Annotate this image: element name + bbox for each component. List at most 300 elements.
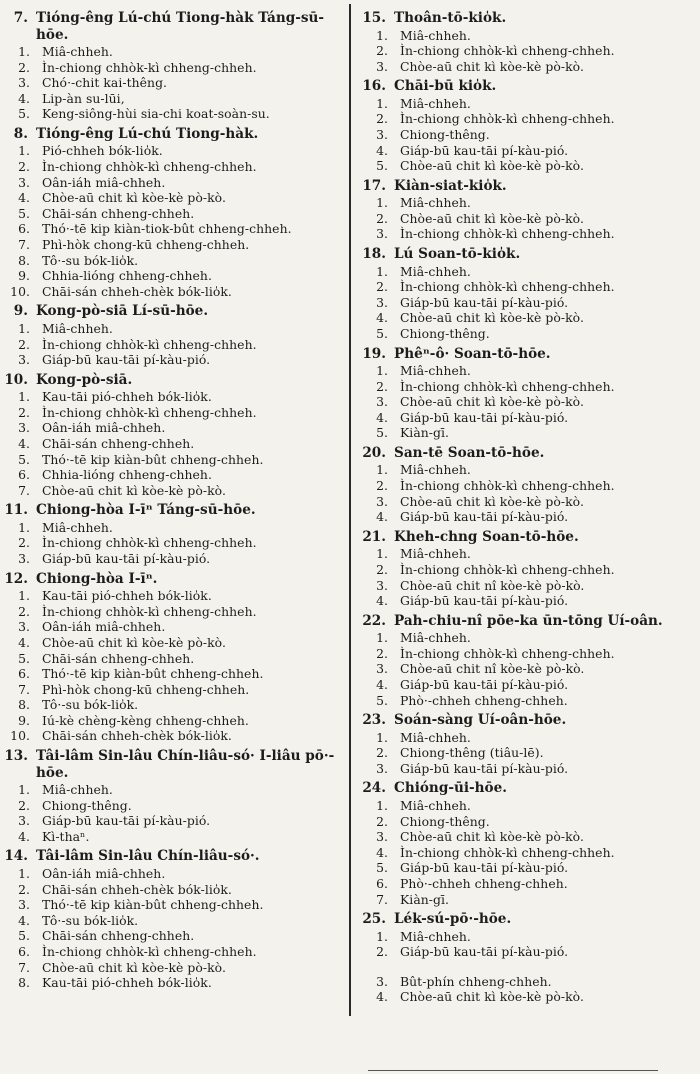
list-item <box>4 604 344 620</box>
section-13 <box>4 748 344 844</box>
item-text: Tô·-su bók-lio̍k. <box>42 252 139 268</box>
section-15 <box>362 10 696 74</box>
list-item <box>4 928 344 944</box>
item-text: Miâ-chheh. <box>400 546 471 562</box>
item-number: 3. <box>376 394 388 410</box>
list-item <box>4 682 344 698</box>
item-text: Chiong-thêng. <box>400 325 490 341</box>
item-number: 5. <box>376 860 388 876</box>
item-number: 7. <box>18 959 30 975</box>
item-text: Giáp-bū kau-tāi pí-kàu-pió. <box>400 944 569 960</box>
item-number: 2. <box>18 59 30 75</box>
item-text: Kau-tāi pió-chheh bók-lio̍k. <box>42 975 212 991</box>
section-item-list <box>4 866 344 991</box>
section-number: 18. <box>362 246 386 263</box>
section-11 <box>4 502 344 566</box>
list-item <box>362 829 696 845</box>
list-item <box>4 728 344 744</box>
section-heading-text: Soán-sàng Uí-oân-hōe. <box>394 712 567 729</box>
section-heading-text: San-tē Soan-tō-hōe. <box>394 444 545 461</box>
section-item-list <box>362 546 696 608</box>
section-item-list <box>362 462 696 524</box>
section-heading-text: Tâi-lâm Sin-lâu Chín-liâu-só·. <box>36 848 260 865</box>
item-text: Chòe-aū chit kì kòe-kè pò-kò. <box>400 210 584 226</box>
item-number: 3. <box>376 661 388 677</box>
section-20 <box>362 445 696 525</box>
item-text: Chòe-aū chit kì kòe-kè pò-kò. <box>42 634 226 650</box>
item-number: 2. <box>18 603 30 619</box>
section-18 <box>362 246 696 341</box>
section-heading-text: Kheh-chng Soan-tō-hōe. <box>394 528 579 545</box>
section-heading-text: Phêⁿ-ô· Soan-tō-hōe. <box>394 345 551 362</box>
item-number: 5. <box>18 106 30 122</box>
item-number: 7. <box>18 237 30 253</box>
section-title <box>362 10 696 27</box>
item-number: 3. <box>376 126 388 142</box>
section-item-list <box>362 363 696 441</box>
section-item-list <box>4 782 344 844</box>
item-text: Chāi-sán chheng-chheh. <box>42 650 195 666</box>
section-heading-text: Tióng-êng Lú-chú Tiong-hàk. <box>36 125 259 142</box>
list-item <box>4 483 344 499</box>
section-heading-text: Pah-chiu-nî pōe-ka ūn-tōng Uí-oân. <box>394 612 663 629</box>
item-number: 10. <box>10 283 30 299</box>
list-item <box>362 661 696 677</box>
item-number: 3. <box>18 352 30 368</box>
item-number: 3. <box>376 294 388 310</box>
item-number: 1. <box>376 729 388 745</box>
list-item <box>362 28 696 44</box>
section-8 <box>4 126 344 299</box>
section-number: 11. <box>4 502 28 519</box>
section-title <box>362 529 696 546</box>
section-24 <box>362 780 696 907</box>
section-title <box>4 502 344 519</box>
list-item <box>4 666 344 682</box>
section-heading-text: Kiàn-siat-kio̍k. <box>394 177 507 194</box>
item-text: Miâ-chheh. <box>400 27 471 43</box>
list-item <box>4 436 344 452</box>
item-text: Oân-iáh miâ-chheh. <box>42 420 166 436</box>
section-title <box>4 126 344 143</box>
item-text: Keng-siông-hùi sia-chi koat-soàn-su. <box>42 106 270 122</box>
item-text: Thó·-tē kip kiàn-bût chheng-chheh. <box>42 897 264 913</box>
item-text: Ìn-chiong chhòk-kì chheng-chheh. <box>400 279 615 295</box>
item-text: Ìn-chiong chhòk-kì chheng-chheh. <box>42 59 257 75</box>
item-text: Chiong-thêng. <box>42 797 132 813</box>
list-item <box>362 96 696 112</box>
list-item <box>362 761 696 777</box>
list-item <box>4 520 344 536</box>
item-text: Chòe-aū chit kì kòe-kè pò-kò. <box>42 959 226 975</box>
item-number: 8. <box>18 697 30 713</box>
section-12 <box>4 571 344 744</box>
section-10 <box>4 372 344 499</box>
item-text: Miâ-chheh. <box>400 195 471 211</box>
item-text: Chòe-aū chit kì kòe-kè pò-kò. <box>400 829 584 845</box>
list-item <box>4 352 344 368</box>
list-item <box>4 467 344 483</box>
section-title <box>362 911 696 928</box>
list-item <box>362 677 696 693</box>
item-text: Thó·-tē kip kiàn-bût chheng-chheh. <box>42 666 264 682</box>
item-text: Ìn-chiong chhòk-kì chheng-chheh. <box>400 561 615 577</box>
section-heading-text: Chāi-bū kio̍k. <box>394 78 497 95</box>
section-heading-text: Chióng-ūi-hōe. <box>394 780 507 797</box>
list-item <box>4 829 344 845</box>
list-item <box>362 578 696 594</box>
item-number: 2. <box>376 279 388 295</box>
list-item <box>362 646 696 662</box>
list-item <box>362 562 696 578</box>
item-number: 6. <box>18 943 30 959</box>
section-17 <box>362 178 696 242</box>
list-item <box>4 619 344 635</box>
item-text: Chiong-thêng. <box>400 813 490 829</box>
left-column <box>4 6 344 991</box>
list-item <box>362 974 696 990</box>
item-number: 4. <box>376 989 388 1005</box>
item-number: 1. <box>376 27 388 43</box>
list-item <box>362 43 696 59</box>
section-number: 9. <box>13 303 28 320</box>
item-number: 5. <box>376 692 388 708</box>
list-item <box>4 588 344 604</box>
item-text: Kau-tāi pió-chheh bók-lio̍k. <box>42 588 212 604</box>
section-number: 12. <box>4 570 28 587</box>
item-number: 1. <box>18 519 30 535</box>
list-item <box>362 158 696 174</box>
section-heading-text: Thoân-tō-kio̍k. <box>394 10 507 26</box>
item-text: Chòe-aū chit kì kòe-kè pò-kò. <box>400 58 584 74</box>
item-number: 3. <box>376 226 388 242</box>
section-number: 17. <box>362 177 386 194</box>
bottom-rule <box>368 1070 658 1071</box>
section-item-list <box>362 264 696 342</box>
item-text: Pió-chheh bók-lio̍k. <box>42 143 163 159</box>
item-number: 4. <box>376 509 388 525</box>
item-text: Giáp-bū kau-tāi pí-kàu-pió. <box>400 409 569 425</box>
list-item <box>362 509 696 525</box>
list-item <box>4 782 344 798</box>
item-number: 8. <box>18 252 30 268</box>
list-item <box>362 593 696 609</box>
item-number: 4. <box>376 844 388 860</box>
list-item <box>4 897 344 913</box>
section-number: 21. <box>362 528 386 545</box>
item-text: Ìn-chiong chhòk-kì chheng-chheh. <box>400 43 615 59</box>
list-item <box>362 127 696 143</box>
item-text: Miâ-chheh. <box>400 263 471 279</box>
item-text: Chòe-aū chit kì kòe-kè pò-kò. <box>400 310 584 326</box>
item-number: 2. <box>376 210 388 226</box>
list-item <box>4 420 344 436</box>
item-number: 3. <box>376 829 388 845</box>
list-item <box>4 975 344 991</box>
list-item <box>4 405 344 421</box>
list-item <box>4 452 344 468</box>
section-heading-text: Lék-sú-pō·-hōe. <box>394 911 512 928</box>
item-number: 6. <box>18 467 30 483</box>
section-title <box>362 246 696 263</box>
section-heading-text: Chiong-hòa I-īⁿ. <box>36 570 158 587</box>
item-text: Miâ-chheh. <box>400 630 471 646</box>
list-item <box>4 321 344 337</box>
section-number: 13. <box>4 748 28 765</box>
item-number: 3. <box>18 420 30 436</box>
section-heading-text: Kong-pò-siā. <box>36 371 133 388</box>
item-text: Ìn-chiong chhòk-kì chheng-chheh. <box>400 111 615 127</box>
item-text: Miâ-chheh. <box>400 797 471 813</box>
item-text: Chòe-aū chit kì kòe-kè pò-kò. <box>400 989 584 1005</box>
item-number: 3. <box>376 577 388 593</box>
item-number: 1. <box>376 95 388 111</box>
list-item <box>362 944 696 960</box>
item-number: 3. <box>376 973 388 989</box>
item-text: Ìn-chiong chhòk-kì chheng-chheh. <box>42 535 257 551</box>
item-number: 6. <box>18 666 30 682</box>
section-heading-text: Lú Soan-tō-kio̍k. <box>394 246 521 263</box>
section-title <box>362 712 696 729</box>
list-item <box>362 310 696 326</box>
item-number: 1. <box>18 782 30 798</box>
item-number: 1. <box>18 865 30 881</box>
section-item-list <box>362 730 696 777</box>
item-number: 2. <box>376 944 388 960</box>
section-item-list <box>362 96 696 174</box>
list-item <box>4 913 344 929</box>
item-number: 4. <box>18 634 30 650</box>
item-text: Chó·-chit kai-thêng. <box>42 75 168 91</box>
section-22 <box>362 613 696 708</box>
section-14 <box>4 848 344 990</box>
section-item-list <box>4 389 344 498</box>
list-item <box>362 279 696 295</box>
item-number: 5. <box>18 451 30 467</box>
item-number: 5. <box>18 928 30 944</box>
section-25 <box>362 911 696 1005</box>
section-title <box>362 346 696 363</box>
column-divider <box>349 4 351 1016</box>
item-number: 3. <box>18 551 30 567</box>
list-item <box>362 59 696 75</box>
item-text: Phì-hòk chong-kū chheng-chheh. <box>42 237 250 253</box>
list-item <box>362 546 696 562</box>
item-number: 1. <box>18 588 30 604</box>
item-text: Oân-iáh miâ-chheh. <box>42 174 166 190</box>
item-text: Giáp-bū kau-tāi pí-kàu-pió. <box>400 509 569 525</box>
item-text: Giáp-bū kau-tāi pí-kàu-pió. <box>400 294 569 310</box>
section-number: 7. <box>13 10 28 26</box>
section-9 <box>4 303 344 367</box>
item-number: 1. <box>376 546 388 562</box>
item-text: Kau-tāi pió-chheh bók-lio̍k. <box>42 389 212 405</box>
section-title <box>362 613 696 630</box>
item-number: 2. <box>376 378 388 394</box>
section-item-list <box>362 630 696 708</box>
section-title <box>4 10 344 43</box>
item-text: Ìn-chiong chhòk-kì chheng-chheh. <box>400 844 615 860</box>
list-item <box>362 814 696 830</box>
list-item <box>362 730 696 746</box>
item-text: Giáp-bū kau-tāi pí-kàu-pió. <box>400 142 569 158</box>
right-column <box>362 6 696 1005</box>
item-number: 1. <box>376 462 388 478</box>
list-item <box>4 866 344 882</box>
section-title <box>362 445 696 462</box>
item-number: 2. <box>376 745 388 761</box>
list-item <box>4 91 344 107</box>
list-item <box>4 882 344 898</box>
item-text: Kiàn-gī. <box>400 891 450 907</box>
list-item <box>4 713 344 729</box>
item-number: 6. <box>376 875 388 891</box>
list-item <box>4 813 344 829</box>
section-23 <box>362 712 696 776</box>
item-text: Chòe-aū chit nî kòe-kè pò-kò. <box>400 661 585 677</box>
section-number: 10. <box>4 371 28 388</box>
item-number: 1. <box>376 797 388 813</box>
item-text: Chāi-sán chheh-chèk bók-lio̍k. <box>42 283 232 299</box>
item-text: Miâ-chheh. <box>400 462 471 478</box>
section-heading-text: Tâi-lâm Sin-lâu Chín-liâu-só· I-liâu pō·-hōe. <box>36 748 335 781</box>
section-number: 19. <box>362 345 386 362</box>
section-number: 20. <box>362 444 386 461</box>
item-number: 5. <box>376 425 388 441</box>
item-text: Chiong-thêng (tiâu-lē). <box>400 745 544 761</box>
item-text: Chāi-sán chheh-chèk bók-lio̍k. <box>42 728 232 744</box>
item-text: Giáp-bū kau-tāi pí-kàu-pió. <box>42 352 211 368</box>
item-text: Miâ-chheh. <box>42 782 113 798</box>
item-text: Miâ-chheh. <box>400 928 471 944</box>
item-text: Chòe-aū chit kì kòe-kè pò-kò. <box>42 190 226 206</box>
item-text: Miâ-chheh. <box>42 519 113 535</box>
item-text: Ìn-chiong chhòk-kì chheng-chheh. <box>400 645 615 661</box>
section-number: 25. <box>362 911 386 928</box>
item-number: 1. <box>376 195 388 211</box>
item-number: 4. <box>18 912 30 928</box>
section-title <box>4 372 344 389</box>
item-text: Ìn-chiong chhòk-kì chheng-chheh. <box>42 404 257 420</box>
item-text: Phò·-chheh chheng-chheh. <box>400 692 568 708</box>
section-7 <box>4 10 344 122</box>
item-text: Thó·-tē kip kiàn-tiok-bût chheng-chheh. <box>42 221 292 237</box>
item-number: 2. <box>18 535 30 551</box>
item-number: 4. <box>18 435 30 451</box>
item-number: 9. <box>18 712 30 728</box>
item-text: Giáp-bū kau-tāi pí-kàu-pió. <box>400 760 569 776</box>
item-text: Chòe-aū chit kì kòe-kè pò-kò. <box>400 493 584 509</box>
item-number: 2. <box>376 813 388 829</box>
list-item <box>362 326 696 342</box>
list-item <box>4 253 344 269</box>
list-item <box>4 190 344 206</box>
list-item <box>362 425 696 441</box>
list-item <box>4 175 344 191</box>
item-text: Ìn-chiong chhòk-kì chheng-chheh. <box>42 603 257 619</box>
list-item <box>362 295 696 311</box>
section-number: 14. <box>4 848 28 865</box>
list-item <box>4 535 344 551</box>
item-text: Ìn-chiong chhòk-kì chheng-chheh. <box>42 159 257 175</box>
section-item-list <box>362 28 696 75</box>
list-item <box>362 745 696 761</box>
section-title <box>362 178 696 195</box>
item-text: Chāi-sán chheh-chèk bók-lio̍k. <box>42 881 232 897</box>
item-number: 5. <box>376 325 388 341</box>
list-item <box>362 630 696 646</box>
item-text: Giáp-bū kau-tāi pí-kàu-pió. <box>42 551 211 567</box>
list-item <box>4 159 344 175</box>
section-number: 22. <box>362 612 386 629</box>
item-number: 1. <box>18 320 30 336</box>
section-number: 16. <box>362 78 386 95</box>
item-text: Lip-àn su-lūi, <box>42 90 125 106</box>
list-item <box>362 494 696 510</box>
section-item-list <box>362 195 696 242</box>
item-number: 2. <box>18 159 30 175</box>
item-text: Oân-iáh miâ-chheh. <box>42 865 166 881</box>
list-item <box>4 284 344 300</box>
item-text: Chhia-lióng chheng-chheh. <box>42 467 212 483</box>
item-text: Miâ-chheh. <box>400 729 471 745</box>
item-text: Chòe-aū chit kì kòe-kè pò-kò. <box>42 482 226 498</box>
item-text: Chāi-sán chheng-chheh. <box>42 435 195 451</box>
list-item <box>362 363 696 379</box>
item-number: 7. <box>18 482 30 498</box>
list-item <box>362 394 696 410</box>
item-number: 3. <box>18 75 30 91</box>
section-title <box>4 303 344 320</box>
item-number: 4. <box>18 90 30 106</box>
item-number: 5. <box>18 650 30 666</box>
list-item <box>362 195 696 211</box>
list-item <box>362 693 696 709</box>
item-number: 8. <box>18 975 30 991</box>
list-item <box>362 211 696 227</box>
section-title <box>4 748 344 781</box>
item-number: 1. <box>18 389 30 405</box>
item-number: 7. <box>18 681 30 697</box>
item-number: 2. <box>18 881 30 897</box>
list-item <box>4 268 344 284</box>
section-item-list <box>4 143 344 299</box>
section-21 <box>362 529 696 609</box>
list-item <box>4 697 344 713</box>
item-text: Phì-hòk chong-kū chheng-chheh. <box>42 681 250 697</box>
list-item <box>362 143 696 159</box>
item-number: 1. <box>18 44 30 59</box>
item-number: 4. <box>376 409 388 425</box>
item-number: 7. <box>376 891 388 907</box>
item-number: 2. <box>376 561 388 577</box>
item-number: 4. <box>376 142 388 158</box>
item-text: Miâ-chheh. <box>400 363 471 378</box>
item-number: 3. <box>18 897 30 913</box>
list-item <box>362 478 696 494</box>
section-number: 24. <box>362 780 386 797</box>
section-16 <box>362 78 696 173</box>
item-text: Ìn-chiong chhòk-kì chheng-chheh. <box>400 378 615 394</box>
item-text: Thó·-tē kip kiàn-bût chheng-chheh. <box>42 451 264 467</box>
item-number: 4. <box>376 677 388 692</box>
list-item <box>4 635 344 651</box>
section-item-list <box>4 321 344 368</box>
section-item-list <box>362 798 696 907</box>
item-number: 3. <box>18 813 30 829</box>
item-text: Oân-iáh miâ-chheh. <box>42 619 166 635</box>
list-item <box>4 960 344 976</box>
